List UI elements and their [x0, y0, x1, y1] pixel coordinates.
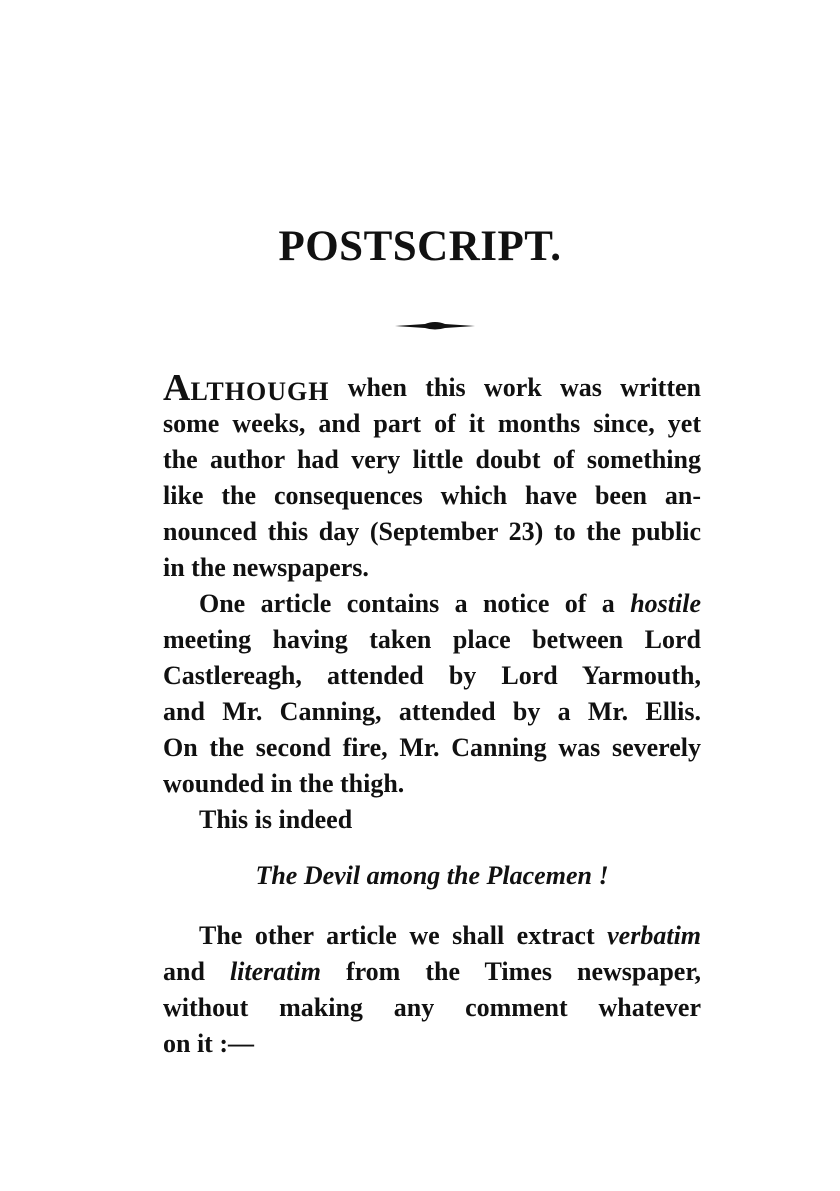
text-line	[163, 442, 701, 478]
text-line	[163, 1026, 701, 1062]
text-line	[163, 990, 701, 1026]
text-span: the author had very little doubt of something	[163, 445, 701, 474]
text-line	[163, 478, 701, 514]
text-line	[163, 514, 701, 550]
text-span: on it :—	[163, 1029, 254, 1058]
italic-word: verbatim	[607, 921, 702, 950]
italic-word: hostile	[630, 589, 701, 618]
text-span: and Mr. Canning, attended by a Mr. Ellis.	[163, 697, 701, 726]
text-span: meeting having taken place between Lord	[163, 625, 701, 654]
text-line	[163, 586, 701, 622]
text-line	[163, 918, 701, 954]
page-title: POSTSCRIPT.	[278, 223, 562, 270]
text-line	[163, 694, 701, 730]
small-caps-word: LTHOUGH	[190, 377, 330, 406]
text-span: like the consequences which have been an-	[163, 481, 701, 510]
text-span	[199, 918, 701, 954]
text-span: some weeks, and part of it months since, yet	[163, 409, 701, 438]
text-span: This is indeed	[199, 805, 353, 834]
text-span: when this work was written	[329, 373, 701, 402]
italic-word: literatim	[229, 957, 321, 986]
paragraph-opening	[163, 367, 330, 409]
rule-ornament-icon	[395, 318, 475, 334]
body-text	[163, 367, 702, 1062]
text-line	[163, 406, 701, 442]
text-line	[163, 658, 701, 694]
text-span: On the second fire, Mr. Canning was severely	[163, 733, 701, 762]
text-span: The other article we shall extract	[199, 921, 595, 950]
text-span: from the Times newspaper,	[345, 957, 701, 986]
text-span	[199, 586, 701, 622]
text-span: in the newspapers.	[163, 553, 369, 582]
text-span: without making any comment whatever	[163, 993, 701, 1022]
text-span: and	[163, 957, 205, 986]
drop-cap: A	[163, 367, 191, 409]
text-line	[163, 367, 701, 409]
text-span	[163, 954, 701, 990]
text-line	[163, 766, 701, 802]
text-span: Castlereagh, attended by Lord Yarmouth,	[163, 661, 701, 690]
text-line	[163, 622, 701, 658]
quote-line: The Devil among the Placemen !	[255, 861, 609, 890]
text-line	[163, 550, 701, 586]
text-line	[163, 730, 701, 766]
text-span: wounded in the thigh.	[163, 769, 405, 798]
text-line	[163, 954, 701, 990]
text-line	[163, 802, 701, 838]
text-span: nounced this day (September 23) to the public	[163, 517, 701, 546]
text-span: One article contains a notice of a	[199, 589, 615, 618]
